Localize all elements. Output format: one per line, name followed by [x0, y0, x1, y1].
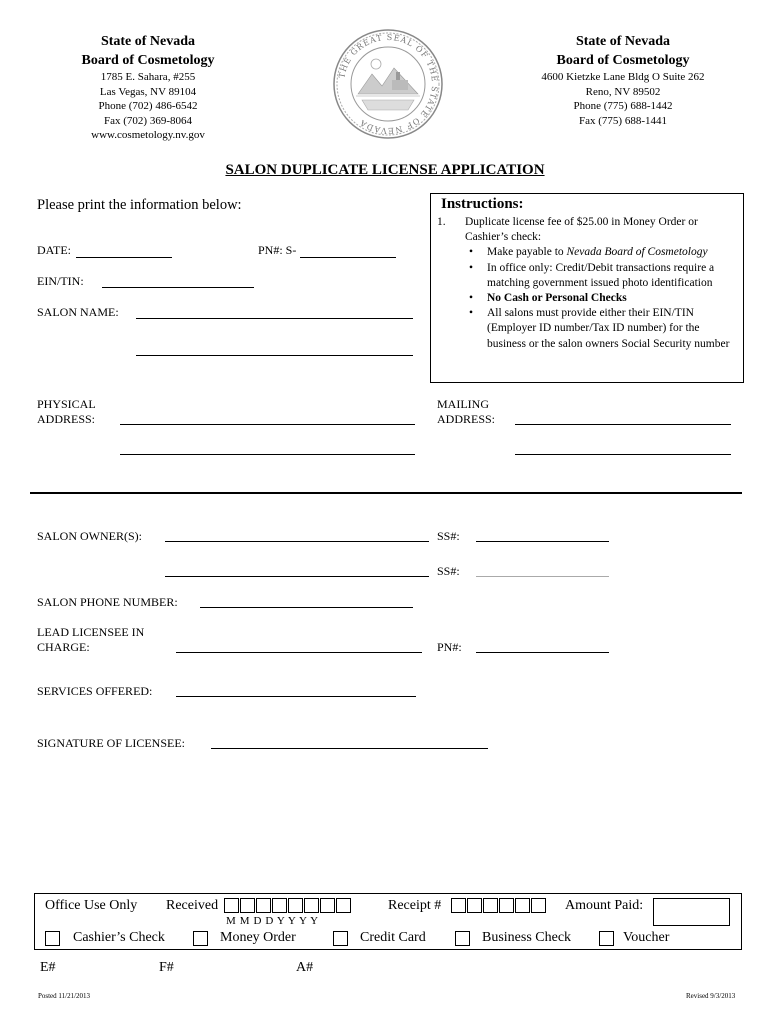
right-office-address: 4600 Kietzke Lane Bldg O Suite 262	[541, 71, 705, 83]
ss-label-1: SS#:	[437, 529, 460, 543]
money-order-checkbox[interactable]	[193, 931, 208, 946]
physical-address-label-1: PHYSICAL	[37, 397, 96, 411]
money-order-label: Money Order	[220, 930, 296, 945]
salon-name-label: SALON NAME:	[37, 305, 119, 319]
receipt-box[interactable]	[483, 898, 498, 913]
salon-name-field-1[interactable]	[136, 318, 413, 319]
instructions-box	[430, 193, 744, 383]
physical-address-field-2[interactable]	[120, 454, 415, 455]
instructions-heading: Instructions:	[441, 196, 524, 212]
pn-field[interactable]	[300, 257, 396, 258]
services-offered-field[interactable]	[176, 696, 416, 697]
salon-owner-field-1[interactable]	[165, 541, 429, 542]
ss-label-2: SS#:	[437, 564, 460, 578]
posted-date: Posted 11/21/2013	[38, 992, 91, 1000]
credit-card-label: Credit Card	[360, 930, 426, 945]
payable-text: Make payable to	[487, 246, 567, 259]
receipt-box[interactable]	[467, 898, 482, 913]
cashiers-check-checkbox[interactable]	[45, 931, 60, 946]
instructions-bullet-ein: • All salons must provide either their EIN/TIN (Employer ID number/Tax ID number) for the business or the salon owners Social Security number	[465, 306, 739, 352]
instructions-bullet-no-cash	[465, 291, 739, 306]
right-office-block	[523, 32, 723, 128]
date-field[interactable]	[76, 257, 172, 258]
right-office-city: Reno, NV 89502	[585, 85, 661, 98]
date-box[interactable]	[272, 898, 287, 913]
credit-card-checkbox[interactable]	[333, 931, 348, 946]
mailing-address-field-2[interactable]	[515, 454, 731, 455]
lead-licensee-label-1: LEAD LICENSEE IN	[37, 625, 145, 639]
right-office-fax: Fax (775) 688-1441	[579, 114, 667, 127]
mailing-address-label-1: MAILING	[437, 397, 489, 411]
state-seal	[332, 28, 444, 140]
date-box[interactable]	[256, 898, 271, 913]
received-label: Received	[166, 898, 219, 913]
instructions-bullet-credit: • In office only: Credit/Debit transactions require a matching government issued photo identification	[465, 261, 739, 291]
date-box[interactable]	[320, 898, 335, 913]
section-divider	[30, 492, 742, 494]
mailing-address-field-1[interactable]	[515, 424, 731, 425]
seal-ring-text: THE GREAT SEAL OF THE STATE OF NEVADA	[337, 32, 440, 136]
print-prompt: Please print the information below:	[37, 197, 242, 213]
no-cash-text: No Cash or Personal Checks	[487, 292, 627, 305]
business-check-checkbox[interactable]	[455, 931, 470, 946]
instructions-bullet-payable	[465, 245, 739, 260]
left-office-title2: Board of Cosmetology	[81, 53, 215, 68]
receipt-box[interactable]	[515, 898, 530, 913]
ss-field-2[interactable]	[476, 576, 609, 577]
right-office-phone: Phone (775) 688-1442	[573, 100, 673, 112]
a-number-label: A#	[296, 960, 314, 975]
right-office-title2: Board of Cosmetology	[556, 53, 690, 68]
amount-paid-field[interactable]	[653, 898, 730, 926]
salon-phone-label: SALON PHONE NUMBER:	[37, 595, 178, 609]
voucher-label: Voucher	[623, 930, 670, 945]
physical-address-label-2: ADDRESS:	[37, 412, 96, 426]
payable-name: Nevada Board of Cosmetology	[566, 246, 708, 259]
received-date-boxes[interactable]	[224, 898, 352, 916]
signature-field[interactable]	[211, 748, 488, 749]
date-format-hint: M M D D Y Y Y Y	[226, 915, 319, 927]
receipt-box[interactable]	[499, 898, 514, 913]
left-office-website[interactable]: www.cosmetology.nv.gov	[91, 129, 205, 141]
form-title: SALON DUPLICATE LICENSE APPLICATION	[225, 162, 545, 178]
left-office-block	[48, 32, 248, 143]
left-office-address: 1785 E. Sahara, #255	[100, 71, 196, 83]
salon-owners-label: SALON OWNER(S):	[37, 529, 142, 543]
instructions-item-line1: Duplicate license fee of $25.00 in Money Order or	[465, 216, 698, 228]
lead-licensee-label-2: CHARGE:	[37, 640, 90, 654]
date-box[interactable]	[240, 898, 255, 913]
signature-label: SIGNATURE OF LICENSEE:	[37, 736, 186, 750]
receipt-box[interactable]	[451, 898, 466, 913]
voucher-checkbox[interactable]	[599, 931, 614, 946]
left-office-city: Las Vegas, NV 89104	[99, 85, 197, 98]
right-office-title1: State of Nevada	[575, 34, 671, 49]
left-office-fax: Fax (702) 369-8064	[104, 114, 192, 127]
amount-paid-label: Amount Paid:	[565, 898, 644, 913]
receipt-boxes[interactable]	[451, 898, 547, 916]
instructions-number: 1.	[437, 216, 446, 228]
ss-field-1[interactable]	[476, 541, 609, 542]
left-office-title1: State of Nevada	[100, 34, 196, 49]
instructions-item-line2: Cashier’s check:	[465, 231, 542, 244]
salon-phone-field[interactable]	[200, 607, 413, 608]
receipt-label: Receipt #	[388, 898, 442, 913]
cashiers-check-label: Cashier’s Check	[73, 930, 165, 945]
pn-field-2[interactable]	[476, 652, 609, 653]
payment-options-row	[45, 930, 735, 948]
receipt-box[interactable]	[531, 898, 546, 913]
ein-label: EIN/TIN:	[37, 274, 84, 288]
business-check-label: Business Check	[482, 930, 572, 945]
date-box[interactable]	[288, 898, 303, 913]
date-box[interactable]	[336, 898, 351, 913]
date-box[interactable]	[224, 898, 239, 913]
lead-licensee-field[interactable]	[176, 652, 422, 653]
left-office-phone: Phone (702) 486-6542	[98, 100, 198, 112]
date-label: DATE:	[37, 243, 71, 257]
mailing-address-label-2: ADDRESS:	[437, 412, 496, 426]
date-box[interactable]	[304, 898, 319, 913]
pn-label: PN#: S-	[258, 243, 297, 257]
office-use-label: Office Use Only	[45, 898, 138, 913]
salon-owner-field-2[interactable]	[165, 576, 429, 577]
salon-name-field-2[interactable]	[136, 355, 413, 356]
pn-label-2: PN#:	[437, 640, 462, 654]
e-number-label: E#	[40, 960, 56, 975]
services-offered-label: SERVICES OFFERED:	[37, 684, 153, 698]
ein-field[interactable]	[102, 287, 254, 288]
revised-date: Revised 9/3/2013	[686, 992, 736, 1000]
f-number-label: F#	[159, 960, 174, 975]
physical-address-field-1[interactable]	[120, 424, 415, 425]
